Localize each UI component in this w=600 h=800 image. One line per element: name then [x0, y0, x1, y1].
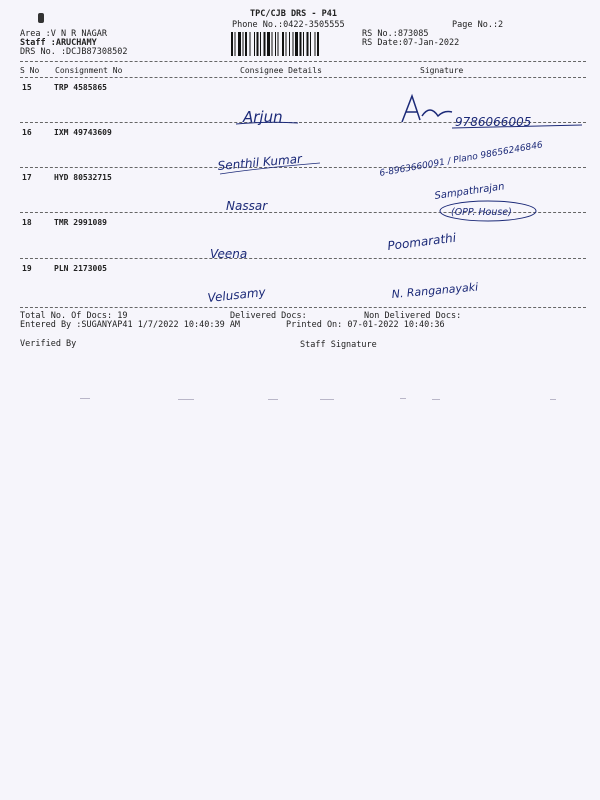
- row-16-phone-handwritten: 6-8963660091 / Plano 98656246846: [378, 140, 544, 179]
- verified-by: Verified By: [20, 339, 77, 349]
- row-19-consignment: PLN 2173005: [54, 264, 107, 273]
- row-18-consignee-handwritten: Veena: [210, 247, 248, 261]
- row-15-signature-scribble: [402, 96, 452, 122]
- row-15-consignment: TRP 4585865: [54, 83, 107, 92]
- rs-date: RS Date:07-Jan-2022: [362, 38, 460, 48]
- row-17-note-handwritten: (OPP. House): [451, 207, 512, 218]
- scan-speck: [550, 399, 556, 400]
- row-15-phone-handwritten: 9786066005: [455, 115, 532, 129]
- scan-speck: [432, 399, 440, 400]
- row-17-consignee-handwritten: Nassar: [226, 199, 268, 213]
- row-16-consignment: IXM 49743609: [54, 128, 112, 137]
- row-16-consignee-handwritten: Senthil Kumar: [217, 151, 303, 173]
- col-sno: S No: [20, 66, 40, 75]
- delivered-docs: Delivered Docs:: [230, 311, 307, 321]
- row-18-sno: 18: [22, 218, 32, 227]
- footer-divider: [20, 307, 586, 308]
- row-19-consignee-handwritten: Velusamy: [206, 284, 267, 305]
- row-17-sno: 17: [22, 173, 32, 182]
- row-18-consignment: TMR 2991089: [54, 218, 107, 227]
- document-title: TPC/CJB DRS - P41: [250, 9, 337, 19]
- row-18-signature-handwritten: Poomarathi: [386, 230, 457, 253]
- row-19-sno: 19: [22, 264, 32, 273]
- row-17-consignment: HYD 80532715: [54, 173, 112, 182]
- row-19-signature-handwritten: N. Ranganayaki: [391, 280, 479, 301]
- non-delivered-docs: Non Delivered Docs:: [364, 311, 462, 321]
- entered-by: Entered By :SUGANYAP41 1/7/2022 10:40:39 AM: [20, 320, 241, 330]
- row-17-signature-handwritten: Sampathrajan: [433, 181, 506, 202]
- handwriting-layer: [0, 0, 600, 320]
- total-docs: Total No. Of Docs: 19: [20, 311, 128, 321]
- row-15-consignee-handwritten: Arjun: [243, 108, 283, 126]
- col-signature: Signature: [420, 66, 464, 75]
- col-consignee: Consignee Details: [240, 66, 322, 75]
- scan-speck: [178, 399, 194, 400]
- row-16-sno: 16: [22, 128, 32, 137]
- row-15-sno: 15: [22, 83, 32, 92]
- staff-label: Staff :ARUCHAMY: [20, 38, 97, 48]
- rs-number: RS No.:873085: [362, 29, 429, 39]
- page-number: Page No.:2: [452, 20, 504, 30]
- phone-number: Phone No.:0422-3505555: [232, 20, 345, 30]
- drs-number: DRS No. :DCJB87308502: [20, 47, 128, 57]
- scan-speck: [268, 399, 278, 400]
- scan-speck: [80, 398, 90, 399]
- scan-speck: [320, 399, 334, 400]
- col-consignment: Consignment No: [55, 66, 123, 75]
- printed-on: Printed On: 07-01-2022 10:40:36: [286, 320, 445, 330]
- scan-speck: [400, 398, 406, 399]
- area-label: Area :V N R NAGAR: [20, 29, 107, 39]
- staff-signature: Staff Signature: [300, 340, 377, 350]
